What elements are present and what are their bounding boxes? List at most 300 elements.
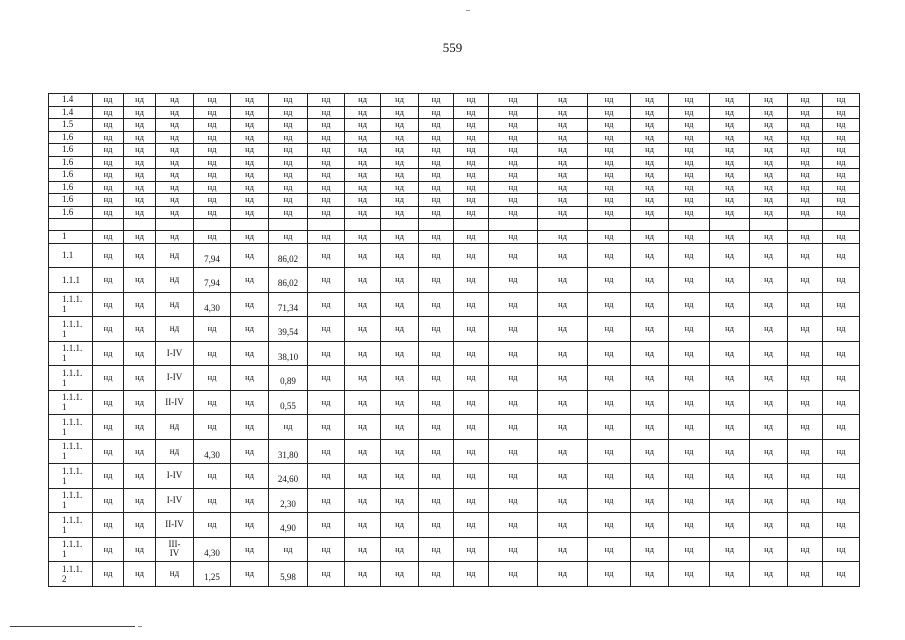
table-cell: I-IV	[156, 366, 194, 391]
table-cell: нд	[489, 513, 538, 538]
table-cell: нд	[788, 181, 823, 194]
table-cell: нд	[381, 562, 419, 587]
table-cell	[194, 268, 231, 293]
table-cell: нд	[750, 231, 788, 244]
table-cell: нд	[750, 390, 788, 415]
table-cell: нд	[308, 106, 345, 119]
table-cell: нд	[823, 231, 860, 244]
table-cell: нд	[750, 415, 788, 440]
table-cell: нд	[710, 317, 750, 342]
table-cell: 1.1.1. 1	[49, 537, 93, 562]
top-mark	[466, 10, 470, 11]
table-cell: нд	[823, 464, 860, 489]
table-cell: нд	[194, 156, 231, 169]
table-cell: нд	[588, 106, 631, 119]
table-cell: нд	[419, 292, 454, 317]
table-cell: нд	[750, 194, 788, 207]
table-cell: 1.1.1. 1	[49, 464, 93, 489]
table-cell: нд	[788, 131, 823, 144]
table-cell	[269, 219, 308, 231]
table-cell: нд	[381, 537, 419, 562]
table-cell: нд	[669, 206, 710, 219]
table-row	[49, 156, 860, 169]
table-cell: нд	[231, 119, 269, 132]
table-cell: нд	[419, 156, 454, 169]
table-cell: 1.6	[49, 156, 93, 169]
table-cell: нд	[156, 119, 194, 132]
cell-value: 4,90	[280, 523, 296, 534]
table-cell: нд	[823, 366, 860, 391]
cell-value: 86,02	[277, 253, 299, 264]
table-cell: нд	[231, 292, 269, 317]
table-cell: нд	[454, 464, 489, 489]
table-cell: нд	[823, 268, 860, 293]
footnote-mark	[138, 626, 142, 627]
table-cell: нд	[710, 415, 750, 440]
table-cell	[194, 537, 231, 562]
table-cell: нд	[124, 169, 156, 182]
table-cell: нд	[308, 488, 345, 513]
table-cell: нд	[489, 94, 538, 107]
table-cell	[631, 219, 669, 231]
table-cell: нд	[345, 537, 381, 562]
table-cell: нд	[93, 341, 124, 366]
table-cell: нд	[93, 206, 124, 219]
table-cell: нд	[308, 464, 345, 489]
table-cell: нд	[419, 268, 454, 293]
table-cell: нд	[454, 341, 489, 366]
table-cell: нд	[489, 194, 538, 207]
table-cell: нд	[231, 169, 269, 182]
table-cell	[454, 219, 489, 231]
table-cell: нд	[710, 131, 750, 144]
table-cell: нд	[124, 513, 156, 538]
table-cell: нд	[588, 439, 631, 464]
table-cell: нд	[788, 206, 823, 219]
table-cell: нд	[381, 464, 419, 489]
table-cell: нд	[93, 194, 124, 207]
table-cell: нд	[710, 366, 750, 391]
table-cell: нд	[194, 231, 231, 244]
table-cell: нд	[381, 341, 419, 366]
table-cell: III- IV	[156, 537, 194, 562]
table-cell: нд	[124, 131, 156, 144]
table-cell: нд	[454, 119, 489, 132]
table-cell: нд	[489, 366, 538, 391]
table-cell: нд	[194, 144, 231, 157]
table-cell: нд	[124, 390, 156, 415]
table-cell: нд	[381, 243, 419, 268]
table-cell: нд	[823, 488, 860, 513]
table-cell: 1.1.1. 1	[49, 292, 93, 317]
table-cell: нд	[489, 537, 538, 562]
table-cell: нд	[345, 106, 381, 119]
table-cell: нд	[788, 243, 823, 268]
table-cell: нд	[588, 341, 631, 366]
table-cell: нд	[124, 106, 156, 119]
table-cell: нд	[308, 131, 345, 144]
table-cell: нд	[788, 94, 823, 107]
table-cell: нд	[194, 131, 231, 144]
table-cell: нд	[669, 341, 710, 366]
cell-value: 4,30	[204, 302, 220, 313]
table-cell: нд	[419, 119, 454, 132]
table-cell: нд	[308, 94, 345, 107]
table-cell: нд	[93, 390, 124, 415]
table-cell: нд	[669, 194, 710, 207]
table-cell: нд	[538, 156, 588, 169]
table-cell: нд	[710, 390, 750, 415]
table-cell: нд	[124, 243, 156, 268]
table-cell: 1.6	[49, 206, 93, 219]
table-cell: нд	[419, 513, 454, 538]
table-cell: нд	[788, 268, 823, 293]
table-cell: нд	[454, 206, 489, 219]
table-cell: нд	[823, 119, 860, 132]
table-cell: нд	[124, 341, 156, 366]
table-row	[49, 119, 860, 132]
table-cell: нд	[710, 144, 750, 157]
cell-value: 7,94	[204, 278, 220, 289]
table-cell: нд	[454, 156, 489, 169]
table-cell: нд	[788, 317, 823, 342]
table-cell: нд	[381, 488, 419, 513]
table-cell: нд	[788, 292, 823, 317]
table-row	[49, 366, 860, 391]
table-cell: нд	[93, 181, 124, 194]
table-cell: нд	[538, 144, 588, 157]
table-row	[49, 206, 860, 219]
table-cell	[269, 439, 308, 464]
table-cell: нд	[381, 513, 419, 538]
table-cell: нд	[823, 181, 860, 194]
table-cell: 1.1.1. 1	[49, 341, 93, 366]
table-cell: нд	[588, 169, 631, 182]
table-cell: нд	[156, 169, 194, 182]
table-cell: нд	[345, 562, 381, 587]
table-cell: I-IV	[156, 488, 194, 513]
table-cell: нд	[345, 268, 381, 293]
table-row	[49, 341, 860, 366]
table-cell: нд	[489, 119, 538, 132]
table-cell	[269, 562, 308, 587]
table-cell: нд	[631, 268, 669, 293]
table-cell: нд	[381, 181, 419, 194]
table-cell: нд	[93, 106, 124, 119]
table-cell	[345, 219, 381, 231]
table-cell: нд	[588, 243, 631, 268]
table-cell: нд	[710, 341, 750, 366]
table-row	[49, 439, 860, 464]
table-cell: нд	[631, 94, 669, 107]
table-cell: нд	[631, 537, 669, 562]
table-cell: нд	[419, 194, 454, 207]
table-row	[49, 317, 860, 342]
table-cell: нд	[231, 464, 269, 489]
table-cell: нд	[308, 292, 345, 317]
table-cell: нд	[669, 94, 710, 107]
table-cell: нд	[194, 94, 231, 107]
table-cell: нд	[308, 206, 345, 219]
table-cell: нд	[823, 106, 860, 119]
cell-value: 0,89	[280, 376, 296, 387]
table-cell: нд	[231, 194, 269, 207]
table-cell: нд	[194, 464, 231, 489]
table-cell: 1.6	[49, 144, 93, 157]
table-cell: нд	[750, 292, 788, 317]
table-cell: нд	[124, 119, 156, 132]
table-cell: нд	[308, 231, 345, 244]
table-cell: нд	[588, 317, 631, 342]
table-cell	[788, 219, 823, 231]
table-cell: нд	[269, 156, 308, 169]
table-cell: нд	[419, 415, 454, 440]
table-cell: нд	[823, 243, 860, 268]
table-cell: нд	[269, 94, 308, 107]
table-cell: нд	[93, 488, 124, 513]
table-row	[49, 537, 860, 562]
table-cell: нд	[750, 366, 788, 391]
table-cell: нд	[381, 131, 419, 144]
table-row	[49, 94, 860, 107]
table-cell: нд	[588, 144, 631, 157]
table-cell: нд	[345, 366, 381, 391]
table-cell: нд	[419, 131, 454, 144]
table-row	[49, 231, 860, 244]
table-cell: нд	[124, 144, 156, 157]
table-cell: нд	[345, 464, 381, 489]
table-cell	[269, 243, 308, 268]
table-cell: нд	[419, 243, 454, 268]
table-cell: нд	[631, 181, 669, 194]
table-cell: нд	[631, 231, 669, 244]
table-cell: нд	[124, 268, 156, 293]
table-cell	[49, 219, 93, 231]
table-cell: нд	[124, 292, 156, 317]
table-cell: нд	[750, 243, 788, 268]
table-cell: нд	[345, 169, 381, 182]
table-cell: 1.1.1. 1	[49, 488, 93, 513]
table-cell: нд	[788, 439, 823, 464]
table-cell: нд	[631, 144, 669, 157]
table-cell: нд	[588, 181, 631, 194]
table-cell	[269, 390, 308, 415]
table-cell: нд	[345, 415, 381, 440]
table-cell: нд	[823, 415, 860, 440]
table-cell: нд	[156, 231, 194, 244]
table-cell: нд	[231, 206, 269, 219]
table-cell: нд	[538, 317, 588, 342]
table-cell	[269, 513, 308, 538]
table-row	[49, 106, 860, 119]
table-cell: нд	[538, 415, 588, 440]
table-cell: нд	[750, 131, 788, 144]
table-cell: нд	[308, 169, 345, 182]
table-cell: нд	[124, 156, 156, 169]
table-cell: нд	[788, 390, 823, 415]
table-cell: нд	[710, 537, 750, 562]
table-cell: нд	[93, 156, 124, 169]
table-cell: нд	[710, 231, 750, 244]
table-cell: нд	[381, 292, 419, 317]
table-cell: нд	[419, 390, 454, 415]
table-cell: нд	[345, 181, 381, 194]
table-cell: нд	[454, 488, 489, 513]
table-cell: нд	[538, 243, 588, 268]
table-cell: нд	[419, 169, 454, 182]
table-cell: нд	[381, 390, 419, 415]
table-cell: нд	[750, 439, 788, 464]
table-cell: нд	[631, 194, 669, 207]
table-cell: нд	[93, 268, 124, 293]
table-cell	[269, 464, 308, 489]
table-cell: нд	[669, 106, 710, 119]
table-cell: нд	[308, 194, 345, 207]
table-cell: нд	[93, 366, 124, 391]
table-cell: нд	[345, 144, 381, 157]
table-cell: нд	[823, 537, 860, 562]
table-cell: нд	[669, 464, 710, 489]
table-cell: нд	[194, 390, 231, 415]
table-cell: нд	[194, 206, 231, 219]
cell-value: 2,30	[280, 498, 296, 509]
table-cell: нд	[588, 488, 631, 513]
table-cell: нд	[631, 131, 669, 144]
table-cell: 1.1.1. 1	[49, 366, 93, 391]
table-cell: нд	[489, 488, 538, 513]
table-cell: нд	[823, 94, 860, 107]
table-cell: нд	[538, 366, 588, 391]
table-cell: нд	[489, 243, 538, 268]
table-cell: нд	[269, 169, 308, 182]
table-cell: нд	[269, 106, 308, 119]
table-cell: нд	[93, 562, 124, 587]
table-cell: нд	[454, 243, 489, 268]
table-cell: нд	[381, 268, 419, 293]
table-cell: нд	[124, 94, 156, 107]
table-cell: нд	[631, 169, 669, 182]
table-cell	[194, 219, 231, 231]
cell-value: 39,54	[277, 327, 299, 338]
table-cell: нд	[669, 317, 710, 342]
table-cell: нд	[823, 439, 860, 464]
table-cell: нд	[750, 206, 788, 219]
table-cell: нд	[194, 415, 231, 440]
table-cell: нд	[710, 513, 750, 538]
table-cell	[231, 219, 269, 231]
table-cell: нд	[538, 194, 588, 207]
table-cell: нд	[124, 206, 156, 219]
cell-value: 1,25	[204, 572, 220, 583]
cell-value: 0,55	[280, 400, 296, 411]
table-cell: нд	[538, 119, 588, 132]
table-cell: нд	[788, 169, 823, 182]
table-cell	[194, 243, 231, 268]
table-cell: нд	[156, 194, 194, 207]
table-cell: нд	[381, 231, 419, 244]
table-cell: нд	[93, 513, 124, 538]
table-cell: нд	[269, 415, 308, 440]
table-cell: нд	[308, 415, 345, 440]
table-cell: нд	[669, 243, 710, 268]
table-cell: нд	[669, 537, 710, 562]
table-cell: нд	[156, 94, 194, 107]
table-cell: нд	[345, 341, 381, 366]
table-cell: нд	[823, 144, 860, 157]
table-cell: нд	[269, 231, 308, 244]
table-cell: нд	[419, 144, 454, 157]
table-cell: нд	[419, 562, 454, 587]
table-cell: нд	[381, 94, 419, 107]
table-cell: нд	[489, 292, 538, 317]
table-cell: нд	[194, 106, 231, 119]
table-cell: нд	[308, 513, 345, 538]
table-cell: нд	[231, 537, 269, 562]
table-cell: нд	[788, 464, 823, 489]
table-cell: нд	[93, 144, 124, 157]
table-cell: нд	[489, 390, 538, 415]
table-cell: нд	[823, 513, 860, 538]
table-row	[49, 144, 860, 157]
table-cell: нд	[454, 231, 489, 244]
table-cell: нд	[231, 513, 269, 538]
table-cell: нд	[454, 131, 489, 144]
table-cell: нд	[454, 562, 489, 587]
table-cell: нд	[631, 341, 669, 366]
table-cell: нд	[308, 243, 345, 268]
table-cell: 1.4	[49, 106, 93, 119]
table-cell: нд	[381, 415, 419, 440]
table-cell: нд	[231, 415, 269, 440]
table-cell: нд	[538, 341, 588, 366]
table-cell: нд	[788, 194, 823, 207]
table-cell: нд	[750, 537, 788, 562]
table-cell: нд	[538, 537, 588, 562]
table-cell: нд	[750, 513, 788, 538]
table-cell: нд	[823, 131, 860, 144]
table-cell: нд	[231, 231, 269, 244]
table-cell: нд	[345, 390, 381, 415]
table-cell: II-IV	[156, 390, 194, 415]
table-cell: нд	[788, 537, 823, 562]
footnote-separator	[10, 626, 135, 627]
table-cell: нд	[231, 439, 269, 464]
table-cell: 1.1.1. 1	[49, 439, 93, 464]
table-cell: нд	[631, 366, 669, 391]
table-cell: нд	[788, 366, 823, 391]
table-cell: нд	[308, 119, 345, 132]
table-cell: нд	[669, 292, 710, 317]
table-cell: нд	[194, 488, 231, 513]
table-cell: нд	[194, 119, 231, 132]
table-cell	[381, 219, 419, 231]
table-cell: нд	[454, 106, 489, 119]
table-cell: нд	[454, 366, 489, 391]
table-cell: нд	[669, 562, 710, 587]
table-cell: нд	[93, 131, 124, 144]
table-cell: нд	[454, 268, 489, 293]
table-cell: нд	[823, 562, 860, 587]
table-cell: нд	[308, 537, 345, 562]
table-cell: нд	[381, 439, 419, 464]
table-cell	[194, 562, 231, 587]
table-cell: 1.6	[49, 194, 93, 207]
table-cell: нд	[231, 144, 269, 157]
table-cell: нд	[381, 119, 419, 132]
table-cell: нд	[489, 144, 538, 157]
table-cell: нд	[231, 156, 269, 169]
table-cell: нд	[750, 181, 788, 194]
